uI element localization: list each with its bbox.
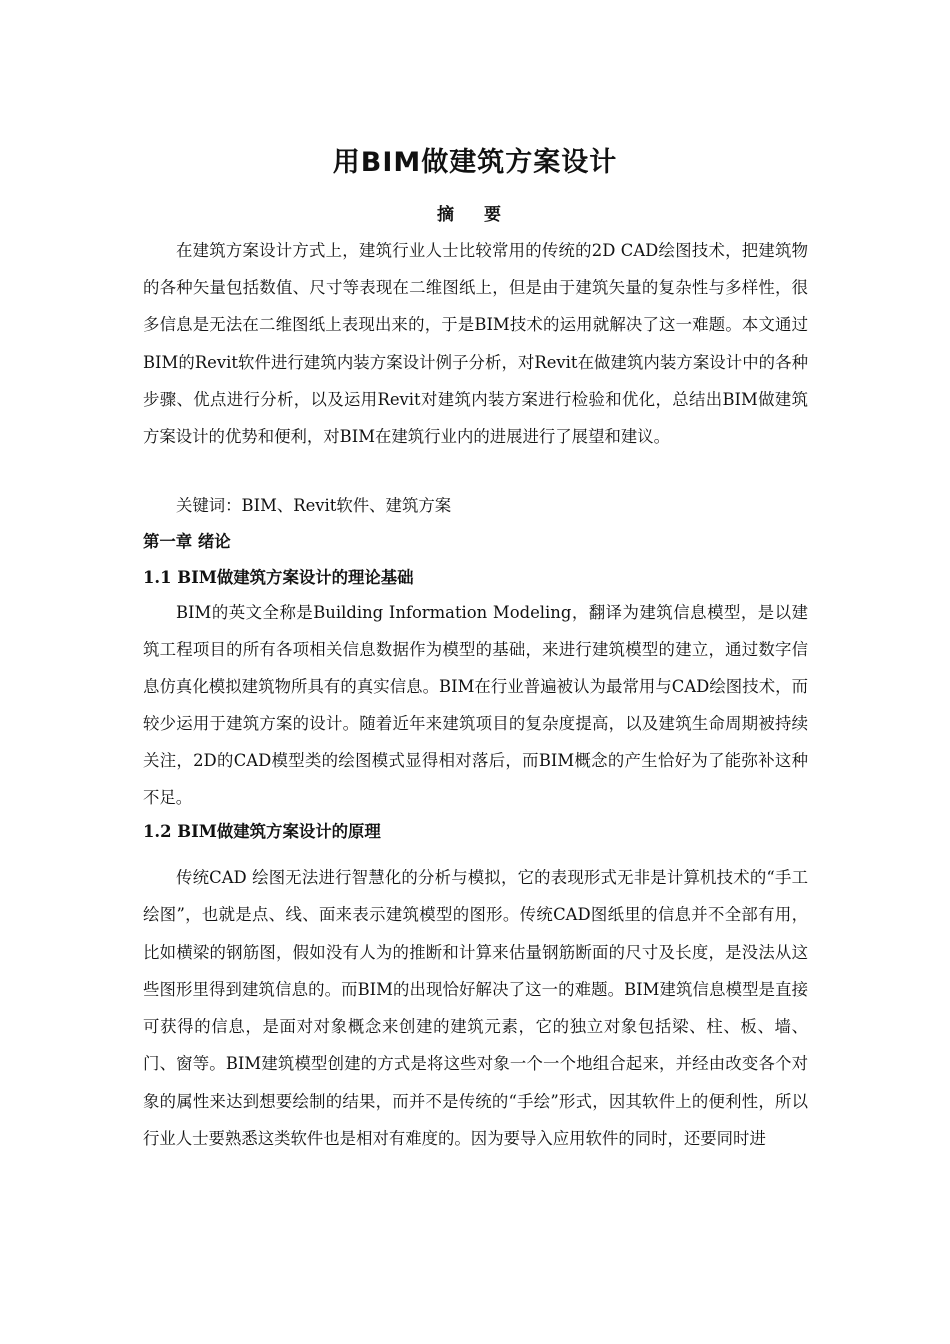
section-body-1-1: BIM的英文全称是Building Information Modeling，翻译为建筑信息模型，是以建筑工程项目的所有各项相关信息数据作为模型的基础，来进行建筑模型的建立，通过数字信息仿真化模拟建筑物所具有的真实信息。BIM在行业普遍被认为最常用与CAD绘图技术，而较少运用于建筑方案的设计。随着近年来建筑项目的复杂度提高，以及建筑生命周期被持续关注，2D的CAD模型类的绘图模式显得相对落后，而BIM概念的产生恰好为了能弥补这种不足。 bbox=[143, 603, 808, 808]
section-heading-1-2: 1.2 BIM做建筑方案设计的原理 bbox=[143, 822, 381, 841]
document-title: 用BIM做建筑方案设计 bbox=[332, 147, 618, 178]
section-heading-1-1: 1.1 BIM做建筑方案设计的理论基础 bbox=[143, 568, 414, 587]
keywords-line: 关键词：BIM、Revit软件、建筑方案 bbox=[176, 496, 452, 515]
section-body-1-2: 传统CAD 绘图无法进行智慧化的分析与模拟，它的表现形式无非是计算机技术的“手工绘图”，也就是点、线、面来表示建筑模型的图形。传统CAD图纸里的信息并不全部有用，比如横梁的钢筋图，假如没有人为的推断和计算来估量钢筋断面的尺寸及长度，是没法从这些图形里得到建筑信息的。而BIM的出现恰好解决了这一的难题。BIM建筑信息模型是直接可获得的信息，是面对对象概念来创建的建筑元素，它的独立对象包括梁、柱、板、墙、门、窗等。BIM建筑模型创建的方式是将这些对象一个一个地组合起来，并经由改变各个对象的属性来达到想要绘制的结果，而并不是传统的“手绘”形式，因其软件上的便利性，所以行业人士要熟悉这类软件也是相对有难度的。因为要导入应用软件的同时，还要同时进 bbox=[143, 868, 808, 1149]
abstract-body: 在建筑方案设计方式上，建筑行业人士比较常用的传统的2D CAD绘图技术，把建筑物的各种矢量包括数值、尺寸等表现在二维图纸上，但是由于建筑矢量的复杂性与多样性，很多信息是无法在二维图纸上表现出来的，于是BIM技术的运用就解决了这一难题。本文通过BIM的Revit软件进行建筑内装方案设计例子分析，对Revit在做建筑内装方案设计中的各种步骤、优点进行分析，以及运用Revit对建筑内装方案进行检验和优化，总结出BIM做建筑方案设计的优势和便利，对BIM在建筑行业内的进展进行了展望和建议。 bbox=[143, 241, 808, 447]
chapter-heading: 第一章 绪论 bbox=[143, 532, 231, 551]
abstract-heading: 摘 要 bbox=[437, 205, 513, 225]
